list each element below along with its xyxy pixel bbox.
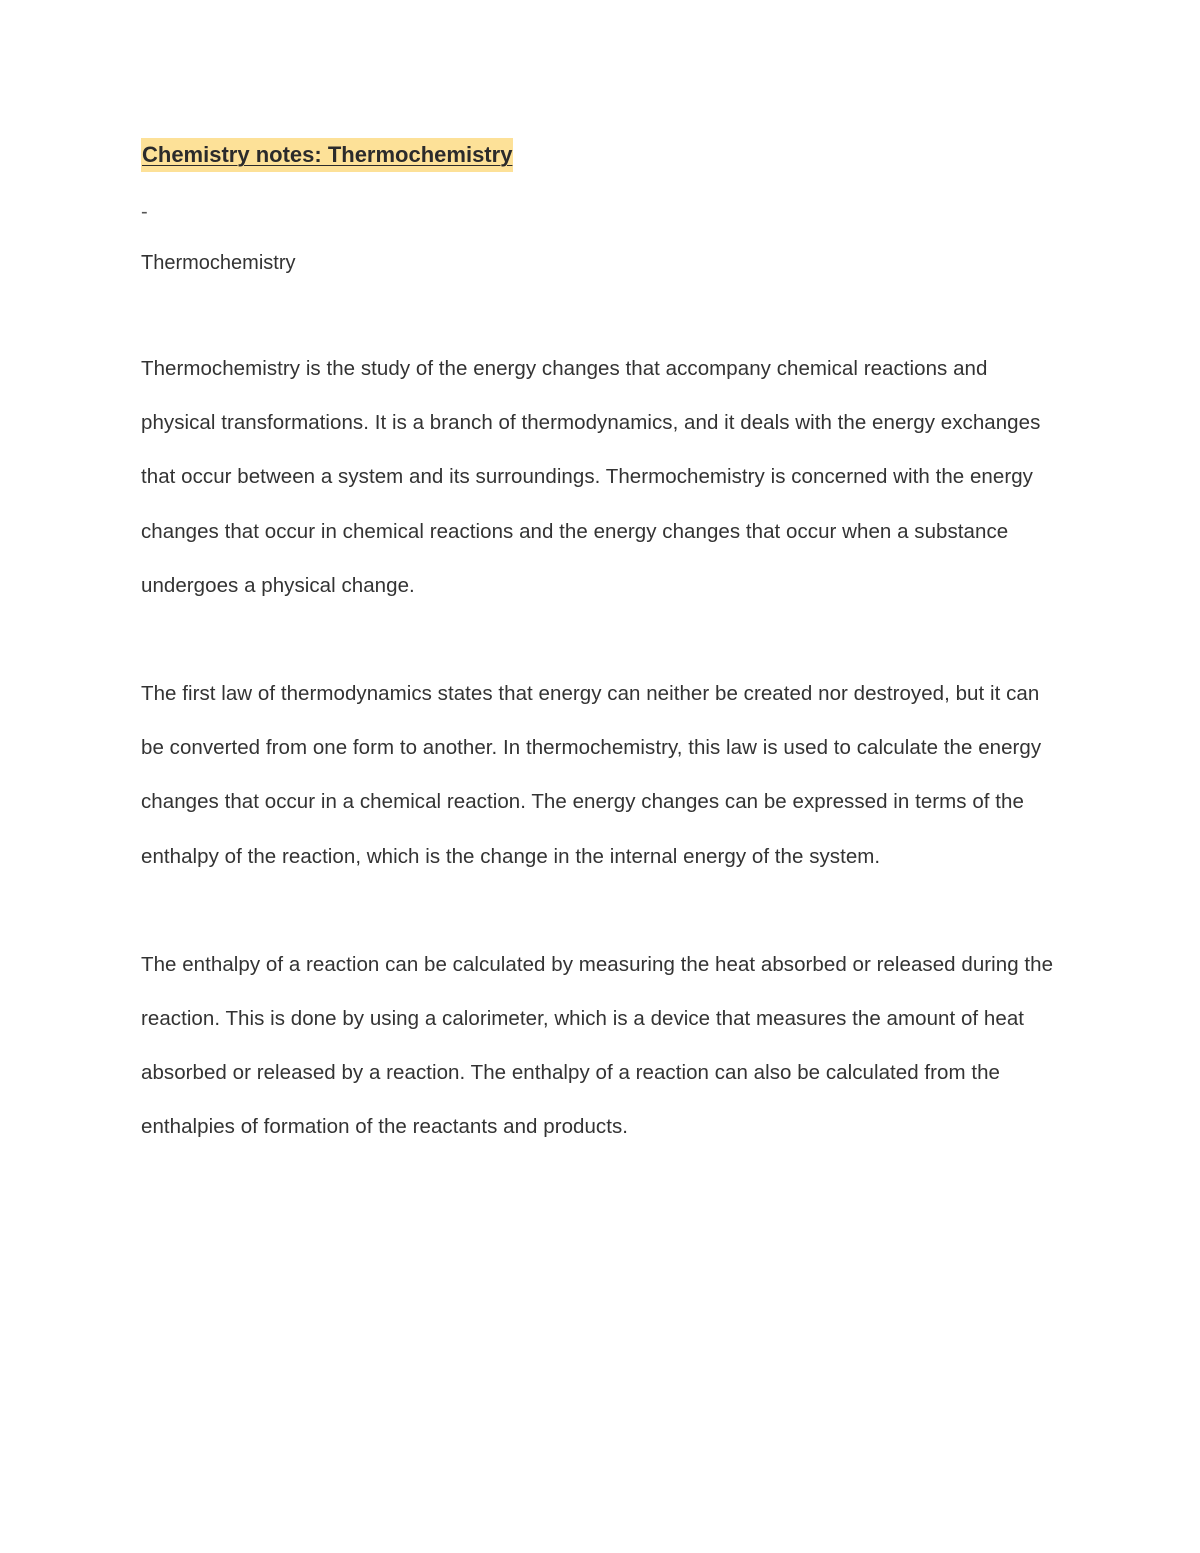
section-heading: Thermochemistry <box>141 252 296 274</box>
document-title-row <box>141 138 1060 172</box>
separator-dash: - <box>141 201 148 223</box>
document-title: Chemistry notes: Thermochemistry <box>141 138 513 172</box>
paragraph-intro: Thermochemistry is the study of the energy changes that accompany chemical reactions and physical transformations. It is a branch of thermodynamics, and it deals with the energy exchanges that occur between a system and its surroundings. Thermochemistry is concerned with the energy changes that occur in chemical reactions and the energy changes that occur when a substance undergoes a physical change. <box>141 357 1041 597</box>
paragraph-first-law: The first law of thermodynamics states that energy can neither be created nor destroyed, but it can be converted from one form to another. In thermochemistry, this law is used to calculate the energy changes that occur in a chemical reaction. The energy changes can be expressed in terms of the enthalpy of the reaction, which is the change in the internal energy of the system. <box>141 682 1042 868</box>
paragraph-enthalpy: The enthalpy of a reaction can be calculated by measuring the heat absorbed or released during the reaction. This is done by using a calorimeter, which is a device that measures the amount of heat absorbed or released by a reaction. The enthalpy of a reaction can also be calculated from the enthalpies of formation of the reactants and products. <box>141 952 1054 1139</box>
